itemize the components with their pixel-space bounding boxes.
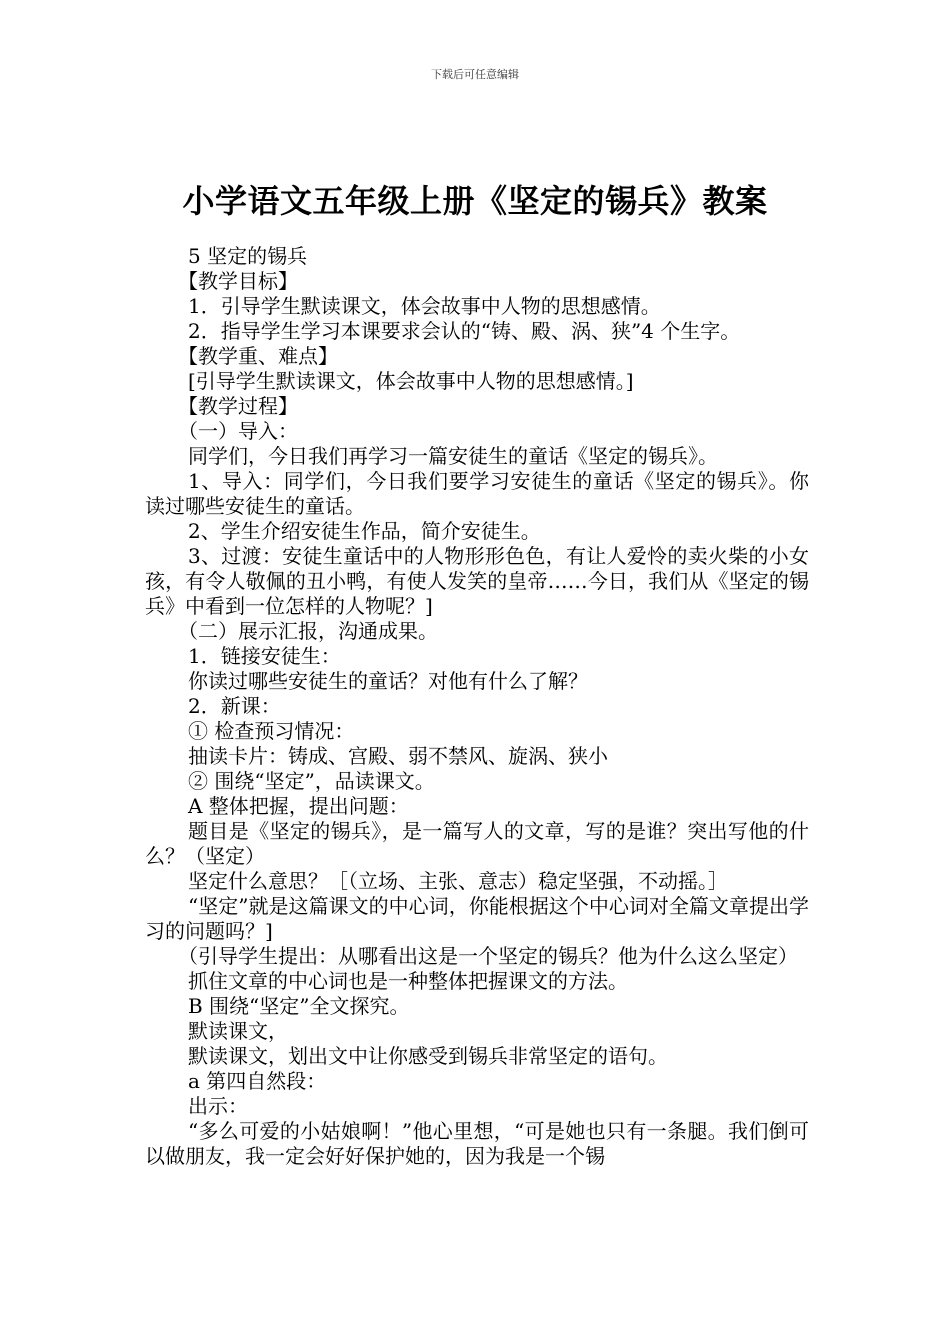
document-title: 小学语文五年级上册《坚定的锡兵》教案 (182, 182, 768, 220)
paragraph: 1．引导学生默读课文，体会故事中人物的思想感情。 (188, 294, 661, 318)
paragraph: 1、导入：同学们，今日我们要学习安徒生的童话《坚定的锡兵》。你读过哪些安徒生的童话。 (145, 469, 809, 518)
paragraph: 2、学生介绍安徒生作品，简介安徒生。 (188, 519, 541, 543)
paragraph: ② 围绕“坚定”，品读课文。 (188, 769, 435, 793)
paragraph: 默读课文，划出文中让你感受到锡兵非常坚定的语句。 (188, 1044, 668, 1068)
paragraph: 题目是《坚定的锡兵》，是一篇写人的文章，写的是谁？突出写他的什么？（坚定） (145, 819, 809, 868)
paragraph: 1．链接安徒生： (188, 644, 341, 668)
paragraph: 同学们，今日我们再学习一篇安徒生的童话《坚定的锡兵》。 (188, 444, 718, 468)
paragraph: 默读课文， (188, 1019, 288, 1043)
paragraph: （引导学生提出：从哪看出这是一个坚定的锡兵？他为什么这么坚定） (178, 944, 798, 968)
paragraph: 抽读卡片：铸成、宫殿、弱不禁风、旋涡、狭小 (188, 744, 608, 768)
paragraph: a 第四自然段： (188, 1069, 327, 1093)
header-note: 下载后可任意编辑 (431, 68, 519, 81)
paragraph: 你读过哪些安徒生的童话？对他有什么了解？ (188, 669, 588, 693)
paragraph: “多么可爱的小姑娘啊！”他心里想，“可是她也只有一条腿。我们倒可以做朋友，我一定会好好保护她的，因为我是一个锡 (145, 1119, 809, 1168)
paragraph: 2．指导学生学习本课要求会认的“铸、殿、涡、狭”4 个生字。 (188, 319, 741, 343)
paragraph: （一）导入： (178, 419, 298, 443)
document-body (145, 244, 809, 1169)
paragraph: 3、过渡：安徒生童话中的人物形形色色，有让人爱怜的卖火柴的小女孩，有令人敬佩的丑小鸭，有使人发笑的皇帝……今日，我们从《坚定的锡兵》中看到一位怎样的人物呢？] (145, 544, 809, 618)
paragraph: 5 坚定的锡兵 (188, 244, 308, 268)
section-heading-process: 【教学过程】 (178, 394, 298, 418)
paragraph: B 围绕“坚定”全文探究。 (188, 994, 410, 1018)
paragraph: A 整体把握，提出问题： (188, 794, 409, 818)
paragraph: （二）展示汇报，沟通成果。 (178, 619, 438, 643)
paragraph: “坚定”就是这篇课文的中心词，你能根据这个中心词对全篇文章提出学习的问题吗？] (145, 894, 809, 943)
paragraph: 2．新课： (188, 694, 281, 718)
paragraph: [引导学生默读课文，体会故事中人物的思想感情。] (188, 369, 634, 393)
paragraph: 坚定什么意思？［（立场、主张、意志）稳定坚强，不动摇。］ (188, 869, 728, 893)
paragraph: ① 检查预习情况： (188, 719, 355, 743)
paragraph: 抓住文章的中心词也是一种整体把握课文的方法。 (188, 969, 628, 993)
paragraph: 出示： (188, 1094, 248, 1118)
section-heading-key-points: 【教学重、难点】 (178, 344, 338, 368)
section-heading-objectives: 【教学目标】 (178, 269, 298, 293)
